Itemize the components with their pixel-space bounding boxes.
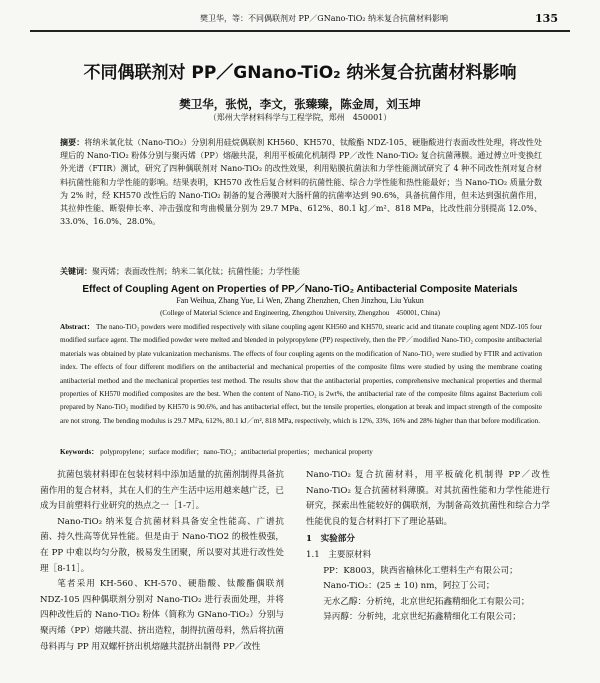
body-column-right [306, 468, 550, 626]
chinese-title: 不同偶联剂对 PP／GNano-TiO₂ 纳米复合抗菌材料影响 [83, 63, 517, 83]
english-keywords [60, 446, 542, 458]
page-number: 135 [535, 12, 558, 25]
body-paragraph: 抗菌包装材料即在包装材料中添加适量的抗菌剂制得具备抗菌作用的复合材料，其在人们的生产生活中运用越来越广泛，已成为目前塑料行业研究的热点之一［1-7］。 [40, 470, 284, 512]
chinese-abstract-text: 将纳米氧化钛（Nano-TiO₂）分别利用硅烷偶联剂 KH560、KH570、钛酸酯 NDZ-105、硬脂酸进行表面改性处理，将改性处理后的 Nano-TiO₂ 粉体分别与聚丙烯（PP）熔融共混，利用平板硫化机制得 PP／改性 Nano-TiO₂ 复合抗菌薄膜。通过傅立叶变换红外光谱（FTIR）测试，研究了四种偶联剂对 Nano-TiO₂ 的改性效果，利用贴膜抗菌法和力学性能测试研究了 4 种不同改性剂对复合材料抗菌性能和力学性能的影响。结果表明，KH570 改性后复合材料的抗菌性能、综合力学性能和热性能最好；当 Nano-TiO₂ 质量分数为 2% 时，经 KH570 改性后的 Nano-TiO₂ 制备的复合薄膜对大肠杆菌的抗菌率达到 90.6%，具备抗菌作用，但未达到强抗菌作用，其拉伸性能、断裂伸长率、冲击强度和弯曲模量分别为 29.7 MPa、612%、80.1 kJ／m²、818 MPa，比改性前分别提高 12.0%、33.0%、16.0%、28.0%。 [60, 138, 543, 227]
chinese-keywords-text: 聚丙烯；表面改性剂；纳米二氧化钛；抗菌性能；力学性能 [92, 267, 300, 276]
subsection-heading: 1.1 主要原材料 [306, 549, 372, 560]
body-column-left [40, 468, 284, 655]
english-affiliation: (College of Material Science and Engineering, Zhengzhou University, Zhengzhou 450001, China) [160, 309, 440, 317]
english-abstract-text: The nano-TiO₂ powders were modified respectively with silane coupling agent KH560 and KH570, stearic acid and titanate coupling agent NDZ-105 four modified surface agent. The modified powder were melted and blended in polypropylene (PP) respectively, then the PP／modified Nano-TiO₂ composite antibacterial materials was obtained by plate vulcanization mechanisms. The effects of four coupling agents on the modification of Nano-TiO₂ were studied by FTIR and activation index. The effects of four different modifiers on the antibacterial and mechanical properties of the composite films were studied by using the membrane coating antibacterial method and the mechanical properties test method. The results show that the antibacterial properties, comprehensive mechanical properties and thermal properties of KH570 modified composites are the best. When the content of Nano-TiO₂ is 2wt%, the antibacterial rate of the composite films against Bacterium coli prepared by Nano-TiO₂ modified by KH570 is 90.6%, and has antibacterial effect, but the tensile properties, elongation at break and impact strength of the composite are not strong. The bending modulus is 29.7 MPa, 612%, 80.1 kJ／m², 818 MPa, respectively, which is 12%, 33%, 16% and 28% higher than that before modification. [60, 323, 543, 425]
body-paragraph: Nano-TiO₂ 复合抗菌材料，用平板硫化机制得 PP／改性 Nano-TiO₂ 复合抗菌材料薄膜。对其抗菌性能和力学性能进行研究，探索出性能较好的偶联剂，为制备高效抗菌性和综合力学性能优良的复合材料打下了理论基础。 [306, 470, 550, 527]
chinese-authors: 樊卫华，张悦，李文，张臻臻，陈金周，刘玉坤 [179, 97, 421, 111]
english-abstract-label: Abstract： [60, 323, 95, 331]
chinese-abstract-label: 摘要： [60, 137, 85, 147]
material-item: 异丙醇：分析纯，北京世纪拓鑫精细化工有限公司； [323, 612, 521, 623]
english-title: Effect of Coupling Agent on Properties of PP／Nano-TiO₂ Antibacterial Composite Materials [82, 284, 518, 295]
running-head: 樊卫华，等：不同偶联剂对 PP／GNano-TiO₂ 纳米复合抗菌材料影响 [200, 14, 449, 23]
chinese-abstract [60, 136, 542, 228]
english-keywords-text: polypropylene；surface modifier；nano-TiO₂；antibacterial properties；mechanical property [100, 448, 373, 456]
english-abstract [60, 321, 542, 428]
section-heading: 1 实验部分 [306, 534, 355, 545]
material-item: 无水乙醇：分析纯，北京世纪拓鑫精细化工有限公司； [323, 596, 530, 607]
english-keywords-label: Keywords： [60, 448, 99, 456]
body-paragraph: 笔者采用 KH-560、KH-570、硬脂酸、钛酸酯偶联剂 NDZ-105 四种偶联剂分别对 Nano-TiO₂ 进行表面处理，并将四种改性后的 Nano-TiO₂ 粉体（简称为 GNano-TiO₂）分别与聚丙烯（PP）熔融共混、挤出造粒，制得抗菌母料，然后将抗菌母料再与 PP 用双螺杆挤出机熔融共混挤出制得 PP／改性 [40, 579, 284, 652]
body-paragraph: Nano-TiO₂ 纳米复合抗菌材料具备安全性能高、广谱抗菌、持久性高等优异性能。但是由于 Nano-TiO2 的极性极强，在 PP 中难以均匀分散，极易发生团聚，所以要对其进行改性处理［8-11］。 [40, 516, 284, 574]
chinese-keywords [60, 265, 542, 278]
page-header [30, 8, 570, 32]
english-authors: Fan Weihua, Zhang Yue, Li Wen, Zhang Zhenzhen, Chen Jinzhou, Liu Yukun [176, 296, 424, 305]
material-item: PP：K8003，陕西省榆林化工塑料生产有限公司； [323, 565, 518, 576]
chinese-keywords-label: 关键词： [60, 266, 92, 276]
material-item: Nano-TiO₂：(25 ± 10) nm，阿拉丁公司； [323, 581, 495, 592]
chinese-affiliation: （郑州大学材料科学与工程学院，郑州 450001） [208, 113, 392, 122]
